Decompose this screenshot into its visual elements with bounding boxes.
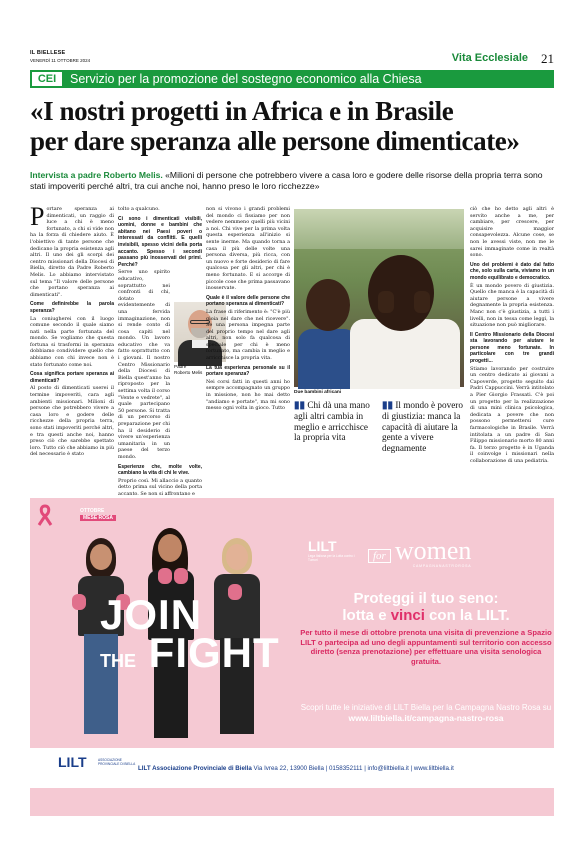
ad-title-vinci: vinci bbox=[390, 607, 425, 624]
lilt-advertisement bbox=[30, 498, 554, 816]
article-headline bbox=[30, 96, 554, 156]
paragraph: Stiamo lavorando per costruire un centro dedicato ai giovani a Capoverde, progetto seguito dai Padri Cappuccini. Verrà intitolato a Pier Giorgio Frassati. C'è poi un progetto per la realizzazione di una mini clinica psicologica, dedicata a povere che non possono permettersi cure farmacologiche in Brasile. Verrà intitolata a un padre di San Filippo missionario morto 80 anni fa. Il terzo progetto è in Uganda il coinvolge i missionari nella collaborazione di una pediatria. bbox=[470, 365, 554, 464]
contact-details: Via Ivrea 22, 13900 Biella | 0158352111 | info@liltbiella.it | www.liltbiella.it bbox=[251, 765, 454, 772]
boxing-glove-icon bbox=[72, 594, 86, 610]
paragraph: Nei corsi fatti in questi anni ho sempre accompagnato un gruppo in missione, non ho mai detto "andiamo e portate", ma mi sono messo ogni volta in gioco. Tutto bbox=[206, 378, 290, 412]
caption-line: Padre bbox=[174, 364, 187, 369]
cei-tag: CEI bbox=[30, 70, 64, 88]
lilt-logo bbox=[308, 538, 360, 562]
cei-banner-text: Servizio per la promozione del sostegno economico alla Chiesa bbox=[70, 72, 422, 86]
drop-cap: P bbox=[30, 202, 45, 231]
join-the-fight-slogan bbox=[100, 591, 280, 680]
pull-quote-1 bbox=[294, 400, 376, 443]
paragraph: ciò che ho detto agli altri è servito anche a me, per cambiare, per crescere, per acquisire maggior consapevolezza. Alcune cose, se non le avessi viste, non me le sarei immaginate come in realtà sono. bbox=[470, 206, 554, 259]
pull-quote-text: Il mondo è povero di giustizia: manca la capacità di aiutare la gente a vivere degnamente bbox=[382, 400, 463, 453]
headline-line-2: per dare speranza alle persone dimenticate» bbox=[30, 126, 520, 156]
october-badge bbox=[80, 508, 116, 521]
boxing-glove-icon bbox=[158, 568, 172, 584]
paragraph: La frase di riferimento è: "C'è più gioia nel dare che nel ricevere". Se una persona impegna parte del proprio tempo nel dare agli altri, non solo fa qualcosa di speciale per chi è meno fortunato, ma cambia in meglio e arricchisce la propria vita. bbox=[206, 308, 290, 362]
lilt-name: LILT bbox=[308, 538, 337, 554]
paragraph: non si vivono i grandi problemi del mondo ci fissiamo per non vedere nemmeno quelli più vicini a noi. Chi vive per la prima volta questa esperienza all'inizio si sente inerme. Ma quando torna a casa il più delle volte una persona diversa, più ricca, con un nuovo e forte desiderio di fare qualcosa per gli altri, per chi è meno fortunato. E si accorge di piccole cose che prima passavano inosservate. bbox=[206, 206, 291, 292]
headline-line-1: «I nostri progetti in Africa e in Brasile bbox=[30, 96, 454, 126]
child-shirt bbox=[298, 329, 358, 389]
paragraph: ortare speranza ai dimenticati, un raggio di luce a chi è meno fortunato, a chi si vide non ha la forza di chiedere aiuto. È l'obiettivo di tante persone che dedicano la propria esistenza agli altri. Il uno dei gli scorpi dei centro missionari della Diocesi di Biella, diretto da Padre Roberto Melis. Lo abbiamo intervistato sul tema "Il valore delle persone che portano speranza ai dimenticati". bbox=[30, 206, 114, 298]
child-hand bbox=[414, 291, 430, 313]
interview-question: Esperienze che, molte volte, cambiano la vita di chi le vive. bbox=[118, 463, 202, 477]
quote-mark-icon: ▮▮ bbox=[382, 400, 394, 411]
interview-question: Ci sono i dimenticati visibili, uomini, donne e bambini che abitano nei Paesi poveri o interessati da conflitti. E quelli invisibili, spesso vicini della porta accanto. Spesso i secondi passano più inosservati dei primi. Perché? bbox=[118, 215, 202, 268]
for-label: for bbox=[368, 549, 391, 563]
lilt-strip-subtitle: ASSOCIAZIONE PROVINCIALE DI BIELLA bbox=[98, 758, 136, 766]
boxing-glove-icon bbox=[174, 568, 188, 584]
face bbox=[90, 544, 112, 570]
portrait-caption bbox=[174, 364, 202, 375]
caption-line: Roberto Melis bbox=[174, 369, 203, 375]
ad-title bbox=[298, 590, 554, 624]
interview-question: La tua esperienza personale su il portare speranza? bbox=[206, 364, 290, 378]
children-photo bbox=[294, 209, 464, 387]
pull-quote-text: Chi dà una mano agli altri cambia in meglio e arricchisce la propria vita bbox=[294, 400, 370, 443]
interview-question: Cosa significa portare speranza ai dimenticati? bbox=[30, 371, 114, 384]
ad-title-end: con la LILT. bbox=[424, 607, 510, 624]
paragraph: tolto a qualcuno. bbox=[118, 206, 160, 212]
lead-kicker: Intervista a padre Roberto Melis. bbox=[30, 170, 163, 180]
lilt-strip-logo bbox=[58, 754, 136, 772]
article-column-1 bbox=[30, 202, 114, 466]
ad-contact-strip bbox=[30, 748, 554, 788]
lead-text: «Milioni di persone che potrebbero vivere a casa loro e godere delle risorse della propria terra sono stati impoveriti perché altri, tra cui anche noi, hanno preso le loro ricchezze» bbox=[30, 170, 543, 191]
face bbox=[226, 544, 248, 570]
pink-ribbon-icon bbox=[36, 504, 54, 526]
quote-mark-icon: ▮▮ bbox=[294, 400, 306, 411]
slogan-fight: FIGHT bbox=[148, 629, 280, 676]
organization-name: LILT Associazione Provinciale di Biella bbox=[138, 765, 252, 772]
page-number: 21 bbox=[541, 51, 554, 66]
cei-banner bbox=[30, 70, 554, 88]
article-lead bbox=[30, 170, 554, 192]
ad-title-line-1: Proteggi il tuo seno: bbox=[353, 590, 499, 607]
paragraph: Proprio così. Mi allaccio a quanto detto prima sul vicino della porta accanto. Se non si affrontano e bbox=[118, 477, 202, 497]
publication-date: VENERDÌ 11 OTTOBRE 2024 bbox=[30, 58, 91, 63]
ad-footer bbox=[298, 703, 554, 723]
ad-body: Per tutto il mese di ottobre prenota una visita di prevenzione a Spazio LILT o partecipa ad uno degli appuntamenti sul territorio con accesso diretto (senza prenotazione) per effettuare una visita senologica gratuita. bbox=[300, 628, 552, 666]
article-column-3 bbox=[206, 206, 290, 466]
pull-quote-2 bbox=[382, 400, 468, 453]
paragraph: Al posto di dimenticati userei il termine impoveriti, cara agli ambienti missionari. Milioni di persone che potrebbero vivere a casa loro e godere delle ricchezze della propria terra, sono stati impoveriti perché altri, e tra questi anche noi, hanno preso ciò che sarebbe spettato loro. Tutto ciò che abbiamo in più del necessario è stato bbox=[30, 385, 114, 458]
ad-footer-text: Scopri tutte le iniziative di LILT Biella per la Campagna Nastro Rosa su bbox=[300, 703, 552, 712]
slogan-the: THE bbox=[100, 651, 136, 671]
interview-question: Come definirebbe la parola speranza? bbox=[30, 301, 114, 314]
child-hand bbox=[378, 291, 394, 313]
photo-caption: Due bambini africani bbox=[294, 390, 342, 395]
paragraph-text: Serve uno spirito educativo, soprattutto nei confronti di chi, dotato evidentemente di una fervida immaginazione, non si rende conto di cosa capiti nel mondo. Un lavoro educativo che va fatto soprattutto con i giovani. Il nostro Centro Missionario della Diocesi di Biella quest'anno ha riproposto per la settima volta il corso "Vente e vedrete", al quale partecipano 50 persone. Si tratta di un percorso di preparazione per chi ha il desiderio di vivere un'esperienza umanitaria in un paese del terzo mondo. bbox=[118, 269, 170, 460]
lilt-strip-name: LILT bbox=[58, 754, 87, 770]
interview-question: Il Centro Missionario della Diocesi sta lavorando per aiutare le persone meno fortunate. In particolare con tre grandi progetti... bbox=[470, 331, 554, 365]
interview-question: Uno dei problemi è dato dal fatto che, solo sulla carta, viviamo in un mondo equilibrato e democratico. bbox=[470, 261, 554, 281]
campaign-label: CAMPAGNANASTROROSA bbox=[412, 564, 472, 568]
section-title: Vita Ecclesiale bbox=[451, 52, 528, 64]
women-label: women bbox=[394, 536, 472, 565]
ad-title-lotta: lotta e bbox=[342, 607, 391, 624]
lilt-subtitle: Lega Italiana per la Lotta contro i Tumori bbox=[308, 554, 355, 562]
face bbox=[158, 534, 182, 562]
child-head bbox=[306, 279, 350, 331]
for-women-logo bbox=[368, 536, 471, 568]
photo-background bbox=[294, 209, 464, 249]
page-header bbox=[30, 50, 554, 70]
paragraph: È un mondo povero di giustizia. Quello che manca è la capacità di aiutare persone a vivere degnamente la propria esistenza. Manc non c'è giustizia, a tutti i livelli, non in tessa come leggi, la situazione non può migliorare. bbox=[470, 282, 554, 329]
article-column-6 bbox=[470, 206, 554, 466]
paragraph: La coniugherei con il luogo comune secondo il quale siamo nati nella parte fortunata del mondo. Se vogliamo che questa fortuna si trasformi in speranza dobbiamo condividere quello che abbiamo con chi invece non è stato fortunato come noi. bbox=[30, 315, 114, 368]
slogan-join: JOIN bbox=[100, 591, 203, 638]
interview-question: Quale è il valore delle persone che portano speranza ai dimenticati? bbox=[206, 294, 290, 308]
campaign-link[interactable]: www.liltbiella.it/campagna-nastro-rosa bbox=[348, 713, 504, 723]
publication-name: IL BIELLESE bbox=[30, 50, 66, 56]
pink-month-label: MESE ROSA bbox=[80, 515, 116, 521]
contact-info bbox=[138, 765, 454, 772]
october-label: OTTOBRE bbox=[80, 508, 105, 514]
